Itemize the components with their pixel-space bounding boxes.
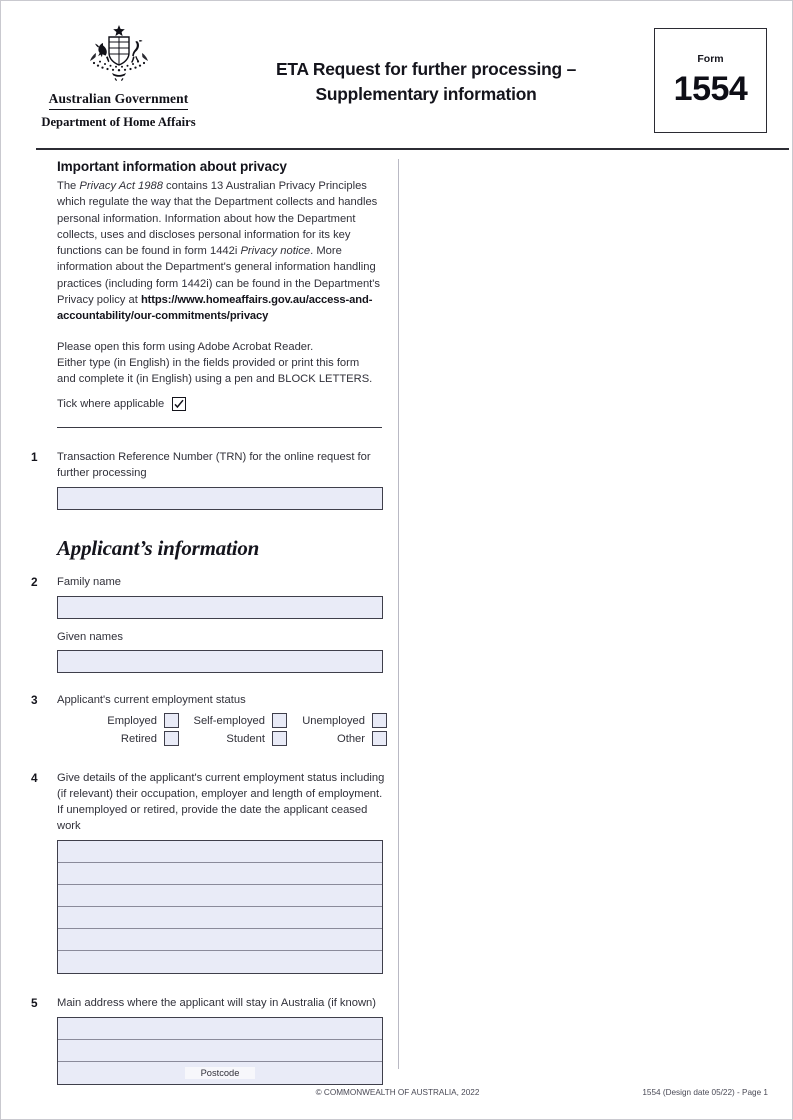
form-content-column xyxy=(1,159,398,1085)
family-name-input[interactable] xyxy=(57,596,383,619)
given-names-input[interactable] xyxy=(57,650,383,673)
option-other[interactable] xyxy=(287,731,387,746)
government-branding xyxy=(31,23,206,129)
option-retired-checkbox[interactable] xyxy=(164,731,179,746)
question-1 xyxy=(1,450,398,510)
employment-details-line-1[interactable] xyxy=(58,841,382,863)
privacy-notice-citation: Privacy notice xyxy=(240,245,311,258)
page-title-line-2: Supplementary information xyxy=(315,83,537,104)
privacy-act-citation: Privacy Act 1988 xyxy=(79,180,163,192)
employment-details-line-2[interactable] xyxy=(58,863,382,885)
employment-details-line-5[interactable] xyxy=(58,929,382,951)
question-5-number: 5 xyxy=(31,996,38,1011)
main-address-line-2[interactable] xyxy=(58,1040,382,1062)
form-instructions xyxy=(57,339,387,388)
question-3-number: 3 xyxy=(31,693,38,708)
page-title xyxy=(216,57,636,106)
option-unemployed-label: Unemployed xyxy=(302,714,365,727)
instruction-line-1: Please open this form using Adobe Acrobat Reader. xyxy=(57,340,314,353)
australian-coat-of-arms-icon xyxy=(31,23,206,90)
form-label: Form xyxy=(697,53,724,65)
given-names-label: Given names xyxy=(57,630,123,643)
option-student-checkbox[interactable] xyxy=(272,731,287,746)
privacy-heading: Important information about privacy xyxy=(57,159,287,174)
option-other-label: Other xyxy=(337,732,365,745)
postcode-label: Postcode xyxy=(185,1067,256,1079)
privacy-paragraph xyxy=(57,178,382,325)
privacy-text-c: . More information about the Department's general information handling practices (including form 1442i) can be found in the Department's Privacy policy at xyxy=(57,245,381,307)
option-employed-checkbox[interactable] xyxy=(164,713,179,728)
option-self-employed-checkbox[interactable] xyxy=(272,713,287,728)
option-retired[interactable] xyxy=(57,731,179,746)
employment-details-line-3[interactable] xyxy=(58,885,382,907)
applicant-information-heading: Applicant’s information xyxy=(57,535,260,560)
section-divider xyxy=(57,427,382,428)
footer-form-reference: 1554 (Design date 05/22) - Page 1 xyxy=(642,1088,768,1097)
option-student-label: Student xyxy=(226,732,265,745)
option-unemployed[interactable] xyxy=(287,713,387,728)
instruction-line-3: and complete it (in English) using a pen and BLOCK LETTERS. xyxy=(57,373,373,386)
page-header xyxy=(1,1,793,149)
option-self-employed-label: Self-employed xyxy=(193,714,265,727)
instruction-line-2: Either type (in English) in the fields provided or print this form xyxy=(57,356,360,369)
employment-status-label: Applicant's current employment status xyxy=(57,694,246,707)
page-title-line-1: ETA Request for further processing – xyxy=(275,59,577,79)
employment-details-label: Give details of the applicant's current employment status including (if relevant) their occupation, employer and length of employment. If unemployed or retired, provide the date the applicant ceased work xyxy=(57,772,385,833)
tick-instruction-label: Tick where applicable xyxy=(57,397,165,410)
main-address-label: Main address where the applicant will stay in Australia (if known) xyxy=(57,997,376,1010)
postcode-label-wrap xyxy=(58,1068,382,1078)
option-other-checkbox[interactable] xyxy=(372,731,387,746)
option-retired-label: Retired xyxy=(120,732,157,745)
employment-details-line-6[interactable] xyxy=(58,951,382,973)
privacy-policy-link[interactable]: https://www.homeaffairs.gov.au/access-and-accountability/our-commitments/privacy xyxy=(57,294,373,323)
employment-status-options xyxy=(57,713,387,746)
privacy-text-a: The xyxy=(57,180,80,192)
option-student[interactable] xyxy=(179,731,287,746)
main-address-line-1[interactable] xyxy=(58,1018,382,1040)
department-name: Department of Home Affairs xyxy=(41,114,196,129)
question-3 xyxy=(1,693,398,746)
column-divider xyxy=(398,159,399,1069)
trn-input[interactable] xyxy=(57,487,383,510)
form-number: 1554 xyxy=(673,69,748,108)
employment-status-row-1 xyxy=(57,713,387,728)
government-name: Australian Government xyxy=(49,91,189,110)
main-address-input[interactable] xyxy=(57,1017,383,1085)
question-4 xyxy=(1,771,398,974)
question-1-number: 1 xyxy=(31,449,38,464)
main-address-postcode-row[interactable] xyxy=(58,1062,382,1084)
question-1-label: Transaction Reference Number (TRN) for the online request for further processing xyxy=(57,450,371,479)
family-name-label: Family name xyxy=(57,575,122,588)
header-divider xyxy=(36,148,789,150)
employment-status-row-2 xyxy=(57,731,387,746)
question-2 xyxy=(1,575,398,674)
form-number-box xyxy=(654,28,767,133)
privacy-text-b: contains 13 Australian Privacy Principles which regulate the way that the Department collects and handles personal information. Information about how the Department collects, uses and discloses personal information for its key functions can be found in form 1442i xyxy=(57,180,378,258)
checkmark-icon xyxy=(172,397,186,411)
question-5 xyxy=(1,996,398,1085)
option-employed[interactable] xyxy=(57,713,179,728)
option-self-employed[interactable] xyxy=(179,713,287,728)
employment-details-input[interactable] xyxy=(57,840,383,974)
option-unemployed-checkbox[interactable] xyxy=(372,713,387,728)
footer-copyright: © COMMONWEALTH OF AUSTRALIA, 2022 xyxy=(315,1088,480,1097)
option-employed-label: Employed xyxy=(107,714,157,727)
employment-details-line-4[interactable] xyxy=(58,907,382,929)
question-4-number: 4 xyxy=(31,771,38,786)
question-2-number: 2 xyxy=(31,574,38,589)
tick-instruction xyxy=(57,397,398,411)
